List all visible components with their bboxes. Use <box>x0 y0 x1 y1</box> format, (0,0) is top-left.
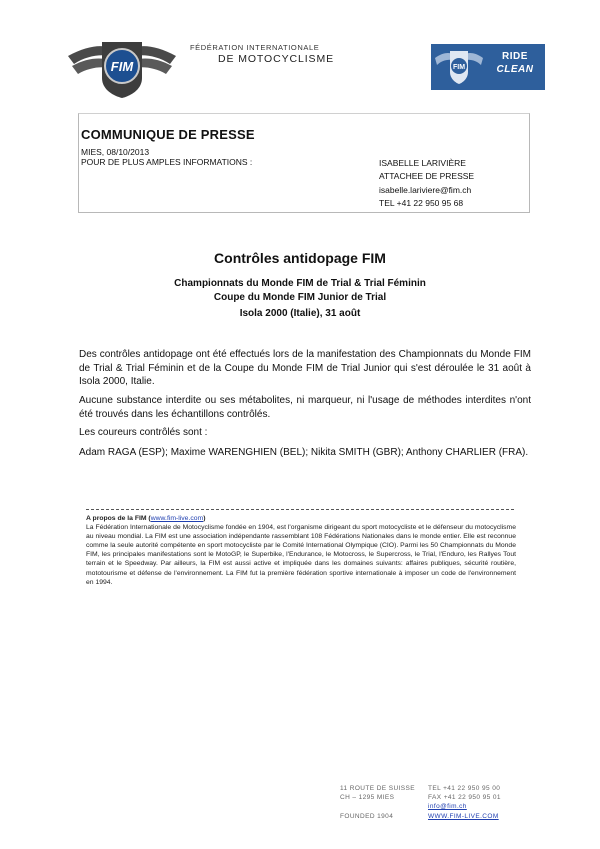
ride-clean-label <box>487 50 543 76</box>
subtitle-location: Isola 2000 (Italie), 31 août <box>239 308 361 319</box>
footer-fax: FAX +41 22 950 95 01 <box>428 794 501 801</box>
subtitle-cup: Coupe du Monde FIM Junior de Trial <box>213 292 387 303</box>
press-contact <box>379 157 474 210</box>
paragraph-riders-list: Adam RAGA (ESP); Maxime WARENGHIEN (BEL); Nikita SMITH (GBR); Anthony CHARLIER (FRA). <box>79 447 529 458</box>
footer-website-link[interactable]: WWW.FIM-LIVE.COM <box>428 813 499 820</box>
about-body: La Fédération Internationale de Motocyclisme fondée en 1904, est l'organisme dirigeant du sport motocycliste et le défenseur du motocyclisme au niveau mondial. La FIM est une association indépendante rassemblant 108 Fédérations Nationales dans le monde entier. Elle est reconnue comme la seule autorité compétente en sport motocycliste par le Comité International Olympique (CIO). Parmi les 50 Championnats du Monde FIM, les principales manifestations sont le MotoGP, le Superbike, l'Endurance, le Motocross, le Supercross, le Trial, l'Enduro, les Rallyes Tout terrain et le Speedway. Par ailleurs, la FIM est aussi active et impliquée dans les domaines suivants: affaires publiques, sécurité routière, mototourisme et défense de l'environnement. La FIM fut la première fédération sportive internationale à imposer un code de l'environnement en 1994. <box>86 524 516 586</box>
about-heading-line <box>86 514 516 523</box>
paragraph-riders-label: Les coureurs contrôlés sont : <box>79 427 208 438</box>
about-heading-close: ) <box>203 515 206 522</box>
contact-name: ISABELLE LARIVIÈRE <box>379 158 466 168</box>
press-title: COMMUNIQUE DE PRESSE <box>81 127 255 142</box>
contact-role: ATTACHEE DE PRESSE <box>379 171 475 182</box>
subtitle-championship: Championnats du Monde FIM de Trial & Trial Féminin <box>174 278 426 289</box>
contact-tel: TEL +41 22 950 95 68 <box>379 197 464 208</box>
footer-contact <box>428 784 501 811</box>
ride-clean-badge <box>431 44 545 90</box>
footer-address-line-2: CH – 1295 MIES <box>340 794 395 801</box>
fim-logo <box>66 38 178 100</box>
about-link[interactable]: www.fim-live.com <box>150 515 204 522</box>
footer-address-line-1: 11 ROUTE DE SUISSE <box>340 785 415 792</box>
paragraph-intro: Des contrôles antidopage ont été effectués lors de la manifestation des Championnats du Monde FIM de Trial & Trial Féminin et de la Coupe du Monde FIM de Trial Junior qui s'est déroulée le 31 août à Isola 2000, Italie. <box>79 349 531 387</box>
footer-address <box>340 784 415 802</box>
ride-clean-line-1: RIDE <box>502 51 528 62</box>
paragraph-results: Aucune substance interdite ou ses métabolites, ni marqueur, ni l'usage de méthodes interdites n'ont été trouvés dans les échantillons contrôlés. <box>79 395 531 420</box>
footer-tel: TEL +41 22 950 95 00 <box>428 785 501 792</box>
footer-email-link[interactable]: info@fim.ch <box>428 803 467 810</box>
logo-text: FIM <box>110 59 134 74</box>
fim-shield-icon <box>433 46 485 88</box>
ride-clean-line-2: CLEAN <box>496 64 534 75</box>
contact-email[interactable]: isabelle.lariviere@fim.ch <box>379 184 472 195</box>
press-release-box <box>78 113 530 213</box>
section-divider <box>86 509 514 510</box>
org-line-1: FÉDÉRATION INTERNATIONALE <box>190 43 320 52</box>
ride-clean-logo-text: FIM <box>452 64 466 71</box>
document-title: Contrôles antidopage FIM <box>214 250 386 266</box>
about-heading: A propos de la FIM ( <box>86 515 151 522</box>
org-line-2: DE MOTOCYCLISME <box>218 52 334 65</box>
about-fim-section <box>86 514 516 587</box>
press-info-label: POUR DE PLUS AMPLES INFORMATIONS : <box>81 157 253 167</box>
footer-founded: FOUNDED 1904 <box>340 813 394 820</box>
press-date: MIES, 08/10/2013 <box>81 147 150 157</box>
organization-name <box>190 44 334 64</box>
